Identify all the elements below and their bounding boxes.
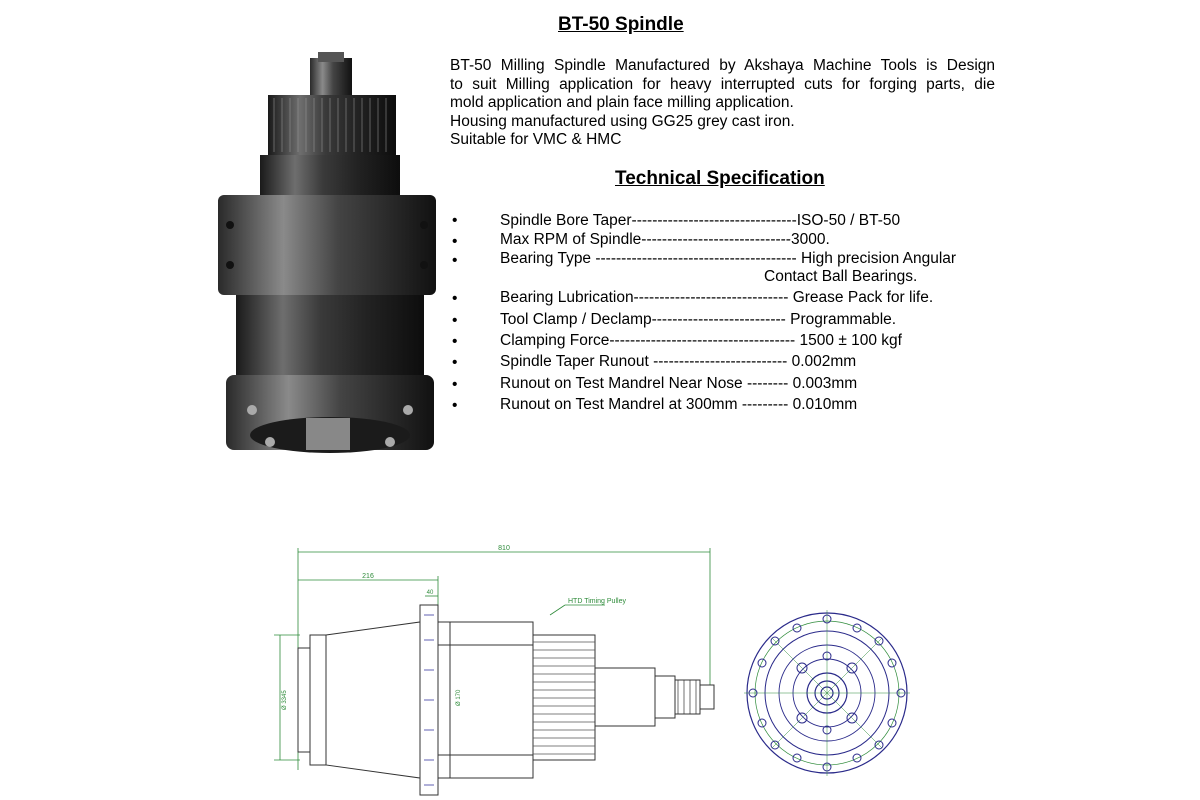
spec-item: Tool Clamp / Declamp-------------------------- Programmable. <box>500 311 897 328</box>
dia-left-label: Ø 3345 <box>282 690 288 710</box>
spec-item: Runout on Test Mandrel at 300mm --------- 0.010mm <box>500 396 858 413</box>
spec-item-continuation: Contact Ball Bearings. <box>764 268 918 285</box>
bullet-icon: • <box>452 376 458 393</box>
dim-total-label: 810 <box>498 545 510 552</box>
spec-item: Spindle Taper Runout -------------------------- 0.002mm <box>500 353 857 370</box>
spec-item: Clamping Force------------------------------------ 1500 ± 100 kgf <box>500 332 902 349</box>
bullet-icon: • <box>452 252 458 269</box>
intro-line: BT-50 Milling Spindle Manufactured by Akshaya Machine Tools is Design <box>450 57 995 74</box>
intro-line: mold application and plain face milling application. <box>450 94 794 111</box>
bullet-icon: • <box>452 290 458 307</box>
bullet-icon: • <box>452 233 458 250</box>
bullet-icon: • <box>452 333 458 350</box>
spec-item: Spindle Bore Taper--------------------------------ISO-50 / BT-50 <box>500 212 901 229</box>
spindle-photo <box>210 50 450 470</box>
dim-flange-label: 40 <box>426 590 434 596</box>
front-view-drawing <box>742 608 912 778</box>
bullet-icon: • <box>452 212 458 229</box>
spec-item: Bearing Type --------------------------------------- High precision Angular <box>500 250 957 267</box>
intro-paragraph <box>450 57 1010 150</box>
intro-line: Housing manufactured using GG25 grey cast iron. <box>450 112 795 130</box>
pulley-label: HTD Timing Pulley <box>568 598 626 605</box>
side-view-drawing <box>260 540 720 800</box>
page-title: BT-50 Spindle <box>558 14 684 35</box>
intro-line: to suit Milling application for heavy interrupted cuts for forging parts, die <box>450 75 995 93</box>
bullet-icon: • <box>452 312 458 329</box>
spec-item: Max RPM of Spindle-----------------------------3000. <box>500 231 830 248</box>
intro-line: Suitable for VMC & HMC <box>450 131 622 148</box>
dim-left-label: 216 <box>362 573 374 580</box>
spec-item: Bearing Lubrication------------------------------ Grease Pack for life. <box>500 289 934 306</box>
bullet-icon: • <box>452 397 458 414</box>
spec-section-title: Technical Specification <box>615 168 825 189</box>
spec-item: Runout on Test Mandrel Near Nose -------- 0.003mm <box>500 375 858 392</box>
dia-mid-label: Ø 170 <box>456 689 462 706</box>
bullet-icon: • <box>452 354 458 371</box>
